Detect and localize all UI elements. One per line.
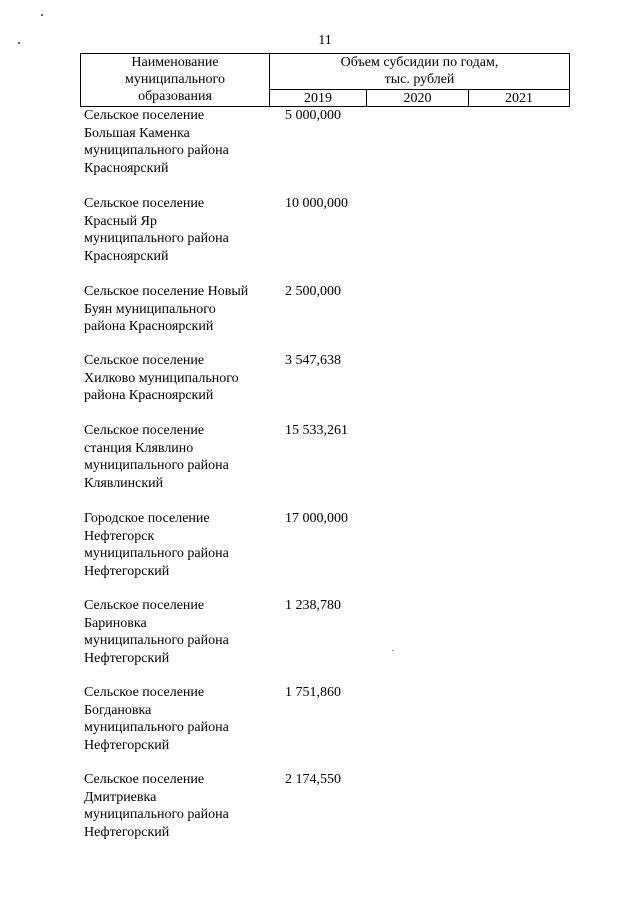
subsidy-value-2019: 15 533,261 [285, 423, 348, 438]
table-header [80, 53, 570, 107]
table-border-right [569, 53, 570, 107]
subsidy-value-2019: 2 174,550 [285, 772, 341, 787]
municipality-name: Сельское поселение Богдановка муниципального района Нефтегорский [84, 685, 229, 753]
scan-speck [392, 650, 393, 651]
name-column-header: Наименование муниципального образования [125, 55, 225, 104]
subsidy-value-2019: 10 000,000 [285, 196, 348, 211]
subsidy-value-2019: 5 000,000 [285, 108, 341, 123]
municipality-name: Сельское поселение Дмитриевка муниципального района Нефтегорский [84, 772, 229, 840]
municipality-name: Сельское поселение Большая Каменка муниципального района Красноярский [84, 108, 229, 176]
municipality-name: Сельское поселение Красный Яр муниципального района Красноярский [84, 196, 229, 264]
scan-speck [41, 14, 43, 16]
year-header-2019: 2019 [304, 91, 332, 106]
municipality-name: Сельское поселение Хилково муниципального района Красноярский [84, 353, 239, 403]
subsidy-value-2019: 1 238,780 [285, 598, 341, 613]
municipality-name: Сельское поселение Бариновка муниципального района Нефтегорский [84, 598, 229, 666]
scan-speck [18, 42, 20, 44]
subsidy-value-2019: 2 500,000 [285, 284, 341, 299]
subsidy-value-2019: 17 000,000 [285, 511, 348, 526]
year-header-2020: 2020 [403, 91, 432, 106]
municipality-name: Сельское поселение станция Клявлино муниципального района Клявлинский [84, 423, 229, 491]
municipality-name: Городское поселение Нефтегорск муниципального района Нефтегорский [84, 511, 229, 579]
year-header-2021: 2021 [505, 91, 533, 106]
subsidy-value-2019: 1 751,860 [285, 685, 341, 700]
municipality-name: Сельское поселение Новый Буян муниципального района Красноярский [84, 284, 249, 334]
subsidy-value-2019: 3 547,638 [285, 353, 341, 368]
page-number: 11 [318, 33, 332, 48]
subsidy-group-header: Объем субсидии по годам, тыс. рублей [340, 55, 499, 87]
